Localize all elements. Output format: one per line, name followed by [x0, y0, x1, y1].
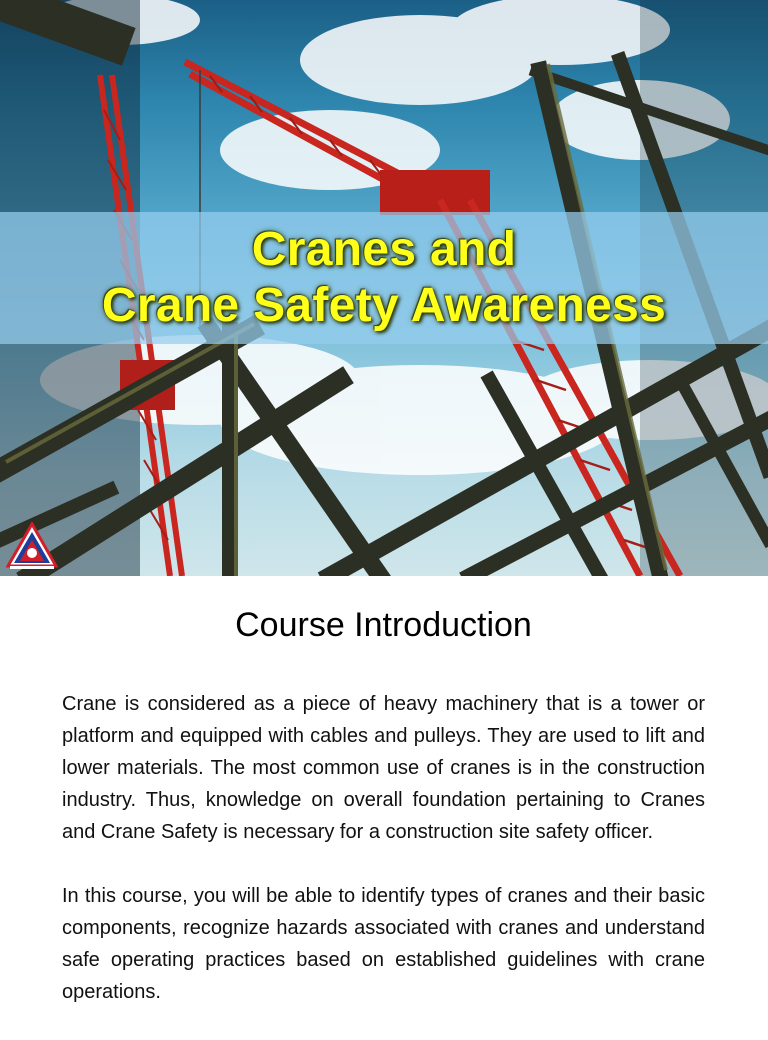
- title-line-1: Cranes and: [251, 223, 517, 276]
- intro-paragraph-1: Crane is considered as a piece of heavy machinery that is a tower or platform and equipped with cables and pulleys. They are used to lift and lower materials. The most common use of cranes is in the construction industry. Thus, knowledge on overall foundation pertaining to Cranes and Crane Safety is necessary for a construction site safety officer.: [62, 693, 705, 843]
- section-heading: Course Introduction: [235, 606, 532, 644]
- course-introduction-section: [62, 600, 705, 1040]
- title-line-2: Crane Safety Awareness: [101, 279, 667, 332]
- title-banner: [0, 212, 768, 344]
- safety-triangle-logo-icon: [6, 522, 58, 570]
- intro-paragraph-2: In this course, you will be able to identify types of cranes and their basic components, recognize hazards associated with cranes and understand safe operating practices based on established guidelines with crane operations.: [62, 885, 705, 1003]
